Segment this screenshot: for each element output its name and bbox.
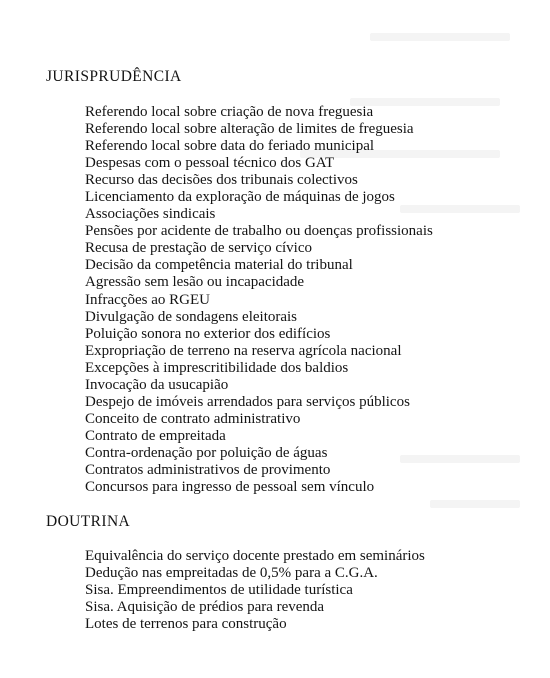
list-item: Sisa. Aquisição de prédios para revenda (85, 599, 325, 616)
list-item: Sisa. Empreendimentos de utilidade turística (85, 582, 353, 599)
doutrina-list (85, 548, 425, 633)
list-item: Dedução nas empreitadas de 0,5% para a C.G.A. (85, 565, 378, 582)
jurisprudencia-list (85, 104, 433, 496)
list-item: Pensões por acidente de trabalho ou doenças profissionais (85, 223, 433, 240)
list-item: Invocação da usucapião (85, 376, 229, 393)
list-item: Excepções à imprescritibilidade dos baldios (85, 359, 349, 376)
list-item: Equivalência do serviço docente prestado em seminários (85, 548, 425, 564)
list-item: Lotes de terrenos para construção (85, 616, 287, 633)
list-item: Agressão sem lesão ou incapacidade (85, 274, 305, 291)
list-item: Licenciamento da exploração de máquinas de jogos (85, 189, 395, 206)
list-item: Concursos para ingresso de pessoal sem vínculo (85, 479, 375, 496)
list-item: Contra-ordenação por poluição de águas (85, 444, 328, 461)
list-item: Contrato de empreitada (85, 427, 226, 444)
list-item: Decisão da competência material do tribunal (85, 257, 353, 274)
list-item: Conceito de contrato administrativo (85, 410, 301, 427)
list-item: Recurso das decisões dos tribunais colectivos (85, 172, 358, 189)
list-item: Contratos administrativos de provimento (85, 461, 331, 478)
list-item: Associações sindicais (85, 206, 216, 223)
list-item: Divulgação de sondagens eleitorais (85, 308, 298, 325)
list-item: Referendo local sobre data do feriado municipal (85, 138, 375, 155)
jurisprudencia-heading: JURISPRUDÊNCIA (46, 68, 182, 85)
list-item: Despejo de imóveis arrendados para serviços públicos (85, 393, 410, 410)
list-item: Poluição sonora no exterior dos edifícios (85, 325, 331, 342)
list-item: Referendo local sobre criação de nova freguesia (85, 104, 374, 120)
list-item: Despesas com o pessoal técnico dos GAT (85, 155, 335, 172)
list-item: Referendo local sobre alteração de limites de freguesia (85, 121, 414, 138)
list-item: Infracções ao RGEU (85, 291, 210, 308)
list-item: Recusa de prestação de serviço cívico (85, 240, 312, 257)
bleed-through-mark (370, 33, 510, 41)
list-item: Expropriação de terreno na reserva agrícola nacional (85, 342, 402, 359)
doutrina-heading: DOUTRINA (46, 513, 131, 530)
bleed-through-mark (430, 500, 520, 508)
